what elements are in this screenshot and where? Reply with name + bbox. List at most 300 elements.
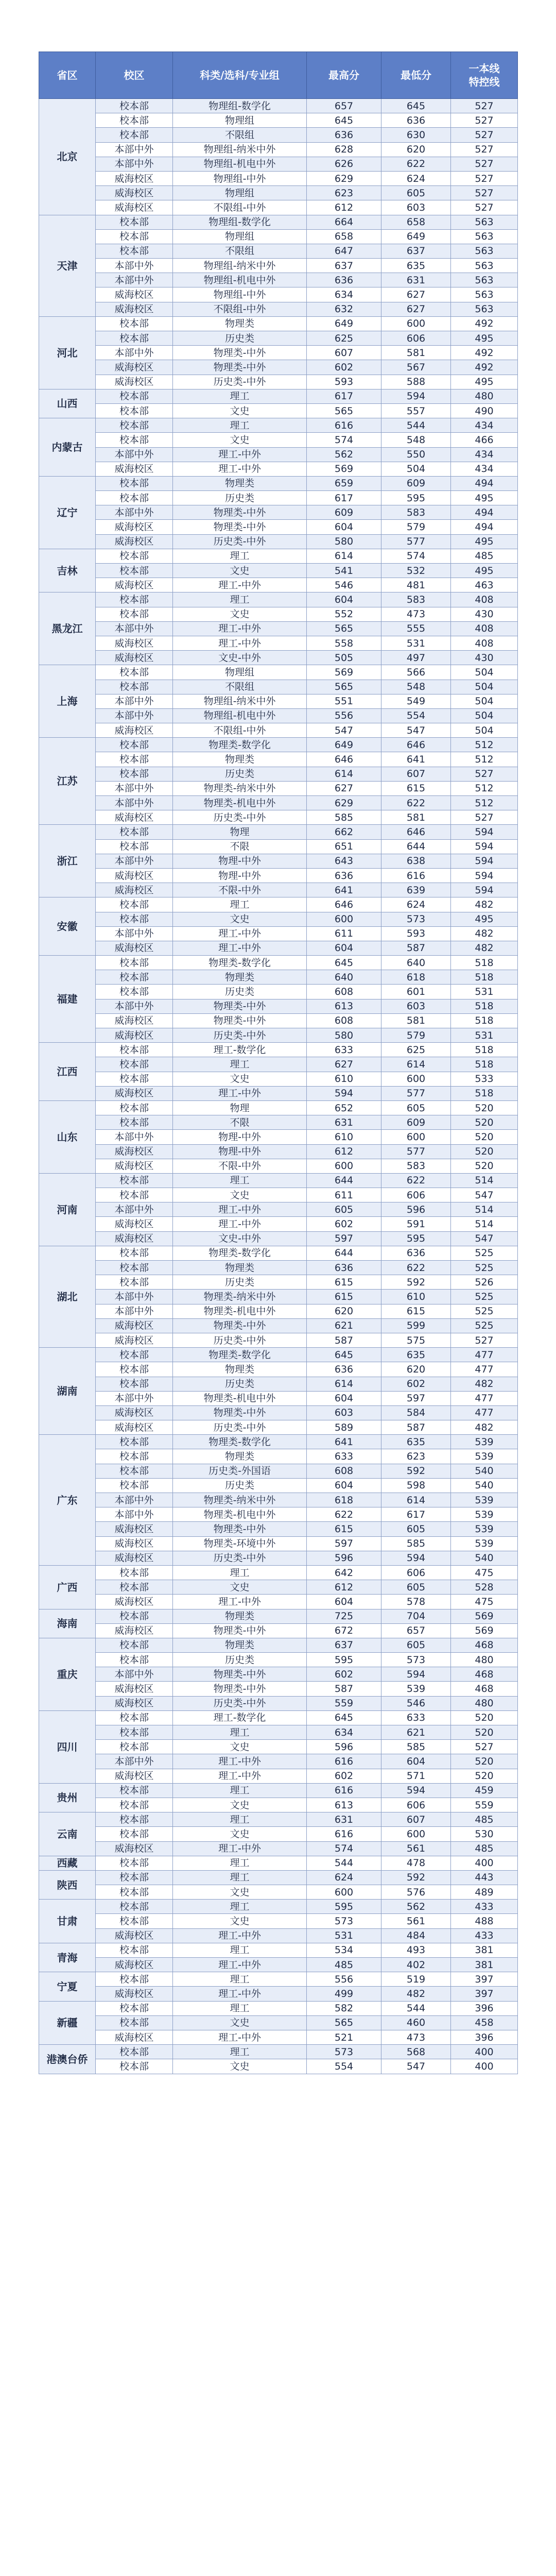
campus-cell: 威海校区 <box>96 287 173 302</box>
high-score-cell: 541 <box>307 564 381 578</box>
low-score-cell: 620 <box>381 1362 451 1377</box>
campus-cell: 本部中外 <box>96 142 173 157</box>
high-score-cell: 593 <box>307 375 381 389</box>
subject-cell: 文史-中外 <box>173 1231 307 1246</box>
low-score-cell: 635 <box>381 1435 451 1449</box>
table-body <box>39 99 518 2074</box>
campus-cell: 威海校区 <box>96 171 173 185</box>
high-score-cell: 604 <box>307 520 381 534</box>
campus-cell: 校本部 <box>96 1870 173 1885</box>
table-row <box>39 1072 518 1086</box>
campus-cell: 本部中外 <box>96 346 173 360</box>
control-line-cell: 488 <box>451 1914 518 1928</box>
low-score-cell: 645 <box>381 99 451 113</box>
control-line-cell: 494 <box>451 505 518 520</box>
subject-cell: 物理类-纳米中外 <box>173 781 307 795</box>
subject-cell: 物理类-机电中外 <box>173 796 307 810</box>
campus-cell: 校本部 <box>96 1812 173 1827</box>
low-score-cell: 605 <box>381 1580 451 1595</box>
subject-cell: 物理类-中外 <box>173 360 307 375</box>
subject-cell: 物理类 <box>173 752 307 767</box>
table-row <box>39 1682 518 1696</box>
low-score-cell: 627 <box>381 302 451 316</box>
table-row <box>39 491 518 505</box>
subject-cell: 理工 <box>173 1900 307 1914</box>
control-line-cell: 477 <box>451 1405 518 1420</box>
high-score-cell: 632 <box>307 302 381 316</box>
subject-cell: 理工 <box>173 1943 307 1957</box>
control-line-cell: 434 <box>451 462 518 476</box>
subject-cell: 文史 <box>173 1827 307 1841</box>
low-score-cell: 549 <box>381 694 451 708</box>
control-line-cell: 539 <box>451 1536 518 1551</box>
control-line-cell: 531 <box>451 985 518 999</box>
subject-cell: 历史类 <box>173 985 307 999</box>
high-score-cell: 646 <box>307 897 381 912</box>
campus-cell: 校本部 <box>96 1275 173 1290</box>
high-score-cell: 621 <box>307 1318 381 1333</box>
admission-score-table <box>39 52 518 2074</box>
high-score-cell: 615 <box>307 1275 381 1290</box>
table-row <box>39 1086 518 1100</box>
subject-cell: 历史类-中外 <box>173 375 307 389</box>
control-line-cell: 482 <box>451 1377 518 1391</box>
subject-cell: 理工-中外 <box>173 1595 307 1609</box>
subject-cell: 不限-中外 <box>173 1159 307 1173</box>
subject-cell: 物理组-中外 <box>173 171 307 185</box>
table-row <box>39 1188 518 1202</box>
campus-cell: 校本部 <box>96 1377 173 1391</box>
low-score-cell: 606 <box>381 1565 451 1580</box>
low-score-cell: 561 <box>381 1914 451 1928</box>
control-line-cell: 527 <box>451 810 518 825</box>
subject-cell: 理工-中外 <box>173 1987 307 2001</box>
campus-cell: 校本部 <box>96 2045 173 2059</box>
subject-cell: 历史类-中外 <box>173 1696 307 1710</box>
high-score-cell: 604 <box>307 1595 381 1609</box>
control-line-cell: 480 <box>451 389 518 403</box>
low-score-cell: 631 <box>381 273 451 287</box>
low-score-cell: 583 <box>381 505 451 520</box>
campus-cell: 威海校区 <box>96 1028 173 1043</box>
table-row <box>39 1043 518 1057</box>
campus-cell: 威海校区 <box>96 1013 173 1028</box>
low-score-cell: 544 <box>381 418 451 433</box>
high-score-cell: 624 <box>307 1870 381 1885</box>
low-score-cell: 603 <box>381 200 451 215</box>
high-score-cell: 596 <box>307 1551 381 1565</box>
subject-cell: 物理类 <box>173 1609 307 1623</box>
subject-cell: 理工-中外 <box>173 1928 307 1943</box>
control-line-cell: 527 <box>451 767 518 781</box>
low-score-cell: 635 <box>381 1348 451 1362</box>
subject-cell: 文史 <box>173 1072 307 1086</box>
low-score-cell: 544 <box>381 2001 451 2015</box>
low-score-cell: 595 <box>381 1231 451 1246</box>
table-row <box>39 1653 518 1667</box>
campus-cell: 本部中外 <box>96 157 173 171</box>
subject-cell: 理工-数学化 <box>173 1710 307 1725</box>
table-row <box>39 956 518 970</box>
control-line-cell: 520 <box>451 1130 518 1144</box>
table-row <box>39 1420 518 1435</box>
table-row <box>39 1696 518 1710</box>
low-score-cell: 519 <box>381 1972 451 1987</box>
control-line-cell: 443 <box>451 1870 518 1885</box>
province-cell: 新疆 <box>39 2001 96 2045</box>
control-line-cell: 504 <box>451 708 518 723</box>
control-line-cell: 490 <box>451 403 518 418</box>
low-score-cell: 620 <box>381 142 451 157</box>
subject-cell: 物理类-中外 <box>173 1405 307 1420</box>
table-row <box>39 781 518 795</box>
low-score-cell: 658 <box>381 215 451 229</box>
campus-cell: 威海校区 <box>96 520 173 534</box>
control-line-cell: 396 <box>451 2030 518 2044</box>
control-line-cell: 563 <box>451 287 518 302</box>
table-row <box>39 128 518 142</box>
control-line-cell: 495 <box>451 331 518 346</box>
control-line-cell: 518 <box>451 999 518 1013</box>
control-line-cell: 463 <box>451 578 518 592</box>
control-line-cell: 494 <box>451 476 518 490</box>
low-score-cell: 588 <box>381 375 451 389</box>
campus-cell: 威海校区 <box>96 1551 173 1565</box>
subject-cell: 不限组 <box>173 128 307 142</box>
campus-cell: 威海校区 <box>96 578 173 592</box>
table-row <box>39 316 518 331</box>
control-line-cell: 504 <box>451 694 518 708</box>
low-score-cell: 482 <box>381 1987 451 2001</box>
subject-cell: 物理组-纳米中外 <box>173 259 307 273</box>
low-score-cell: 630 <box>381 128 451 142</box>
table-row <box>39 1493 518 1507</box>
campus-cell: 威海校区 <box>96 186 173 200</box>
campus-cell: 校本部 <box>96 1710 173 1725</box>
table-row <box>39 1115 518 1130</box>
control-line-cell: 468 <box>451 1638 518 1652</box>
table-row <box>39 1290 518 1304</box>
low-score-cell: 577 <box>381 1086 451 1100</box>
control-line-cell: 527 <box>451 113 518 128</box>
campus-cell: 校本部 <box>96 985 173 999</box>
campus-cell: 校本部 <box>96 1057 173 1072</box>
low-score-cell: 646 <box>381 738 451 752</box>
table-row <box>39 1464 518 1478</box>
low-score-cell: 550 <box>381 447 451 462</box>
high-score-cell: 645 <box>307 956 381 970</box>
high-score-cell: 672 <box>307 1623 381 1638</box>
table-row <box>39 171 518 185</box>
control-line-cell: 396 <box>451 2001 518 2015</box>
subject-cell: 物理类-中外 <box>173 999 307 1013</box>
campus-cell: 校本部 <box>96 592 173 607</box>
province-cell: 北京 <box>39 99 96 215</box>
low-score-cell: 595 <box>381 491 451 505</box>
subject-cell: 理工 <box>173 897 307 912</box>
table-row <box>39 651 518 665</box>
control-line-cell: 477 <box>451 1362 518 1377</box>
subject-cell: 物理类-机电中外 <box>173 1507 307 1522</box>
table-row <box>39 99 518 113</box>
table-row <box>39 1623 518 1638</box>
header-high: 最高分 <box>307 52 381 99</box>
campus-cell: 校本部 <box>96 1653 173 1667</box>
high-score-cell: 573 <box>307 2045 381 2059</box>
high-score-cell: 614 <box>307 767 381 781</box>
campus-cell: 校本部 <box>96 418 173 433</box>
low-score-cell: 605 <box>381 1522 451 1536</box>
subject-cell: 物理类-数学化 <box>173 956 307 970</box>
high-score-cell: 602 <box>307 1769 381 1783</box>
province-cell: 天津 <box>39 215 96 316</box>
high-score-cell: 627 <box>307 781 381 795</box>
control-line-cell: 527 <box>451 128 518 142</box>
low-score-cell: 594 <box>381 389 451 403</box>
subject-cell: 物理类-环境中外 <box>173 1536 307 1551</box>
campus-cell: 校本部 <box>96 2015 173 2030</box>
table-row <box>39 1638 518 1652</box>
table-row <box>39 462 518 476</box>
subject-cell: 理工-数学化 <box>173 1043 307 1057</box>
subject-cell: 物理-中外 <box>173 1130 307 1144</box>
high-score-cell: 649 <box>307 738 381 752</box>
subject-cell: 理工 <box>173 592 307 607</box>
high-score-cell: 636 <box>307 868 381 883</box>
campus-cell: 校本部 <box>96 1798 173 1812</box>
campus-cell: 本部中外 <box>96 621 173 636</box>
low-score-cell: 585 <box>381 1536 451 1551</box>
subject-cell: 文史 <box>173 403 307 418</box>
subject-cell: 物理-中外 <box>173 1144 307 1159</box>
province-cell: 甘肃 <box>39 1900 96 1943</box>
control-line-cell: 539 <box>451 1493 518 1507</box>
high-score-cell: 647 <box>307 244 381 258</box>
subject-cell: 不限组-中外 <box>173 302 307 316</box>
low-score-cell: 621 <box>381 1725 451 1740</box>
subject-cell: 理工 <box>173 1725 307 1740</box>
campus-cell: 威海校区 <box>96 941 173 955</box>
table-row <box>39 1928 518 1943</box>
province-cell: 江西 <box>39 1043 96 1101</box>
low-score-cell: 583 <box>381 592 451 607</box>
campus-cell: 威海校区 <box>96 200 173 215</box>
subject-cell: 历史类 <box>173 331 307 346</box>
low-score-cell: 609 <box>381 476 451 490</box>
province-cell: 贵州 <box>39 1783 96 1812</box>
low-score-cell: 581 <box>381 346 451 360</box>
high-score-cell: 485 <box>307 1958 381 1972</box>
subject-cell: 理工 <box>173 1057 307 1072</box>
campus-cell: 校本部 <box>96 1856 173 1870</box>
high-score-cell: 534 <box>307 1943 381 1957</box>
high-score-cell: 602 <box>307 360 381 375</box>
high-score-cell: 556 <box>307 1972 381 1987</box>
subject-cell: 历史类-中外 <box>173 1028 307 1043</box>
control-line-cell: 530 <box>451 1827 518 1841</box>
campus-cell: 校本部 <box>96 1464 173 1478</box>
control-line-cell: 527 <box>451 186 518 200</box>
campus-cell: 本部中外 <box>96 1391 173 1405</box>
high-score-cell: 617 <box>307 491 381 505</box>
control-line-cell: 520 <box>451 1100 518 1115</box>
high-score-cell: 587 <box>307 1333 381 1347</box>
low-score-cell: 579 <box>381 520 451 534</box>
low-score-cell: 594 <box>381 1667 451 1682</box>
table-row <box>39 157 518 171</box>
low-score-cell: 576 <box>381 1885 451 1900</box>
subject-cell: 物理类-中外 <box>173 346 307 360</box>
high-score-cell: 565 <box>307 621 381 636</box>
campus-cell: 本部中外 <box>96 1493 173 1507</box>
high-score-cell: 600 <box>307 912 381 926</box>
table-row <box>39 1318 518 1333</box>
province-cell: 上海 <box>39 665 96 738</box>
subject-cell: 文史 <box>173 1798 307 1812</box>
control-line-cell: 531 <box>451 1028 518 1043</box>
campus-cell: 校本部 <box>96 2001 173 2015</box>
low-score-cell: 622 <box>381 796 451 810</box>
high-score-cell: 552 <box>307 607 381 621</box>
low-score-cell: 635 <box>381 259 451 273</box>
campus-cell: 校本部 <box>96 1362 173 1377</box>
high-score-cell: 662 <box>307 825 381 839</box>
high-score-cell: 612 <box>307 200 381 215</box>
low-score-cell: 402 <box>381 1958 451 1972</box>
campus-cell: 校本部 <box>96 1609 173 1623</box>
table-row <box>39 346 518 360</box>
low-score-cell: 532 <box>381 564 451 578</box>
high-score-cell: 631 <box>307 1115 381 1130</box>
high-score-cell: 626 <box>307 157 381 171</box>
subject-cell: 物理 <box>173 1100 307 1115</box>
table-row <box>39 331 518 346</box>
table-row <box>39 1536 518 1551</box>
high-score-cell: 631 <box>307 1812 381 1827</box>
low-score-cell: 600 <box>381 1072 451 1086</box>
high-score-cell: 604 <box>307 941 381 955</box>
table-row <box>39 897 518 912</box>
control-line-cell: 477 <box>451 1348 518 1362</box>
low-score-cell: 606 <box>381 1188 451 1202</box>
control-line-cell: 539 <box>451 1507 518 1522</box>
table-row <box>39 1449 518 1464</box>
campus-cell: 校本部 <box>96 680 173 694</box>
control-line-cell: 525 <box>451 1261 518 1275</box>
campus-cell: 本部中外 <box>96 999 173 1013</box>
low-score-cell: 577 <box>381 1144 451 1159</box>
low-score-cell: 593 <box>381 926 451 941</box>
table-row <box>39 636 518 650</box>
subject-cell: 物理组-机电中外 <box>173 273 307 287</box>
high-score-cell: 569 <box>307 462 381 476</box>
province-cell: 陕西 <box>39 1870 96 1899</box>
control-line-cell: 518 <box>451 970 518 985</box>
low-score-cell: 460 <box>381 2015 451 2030</box>
high-score-cell: 587 <box>307 1682 381 1696</box>
high-score-cell: 547 <box>307 723 381 738</box>
table-row <box>39 1856 518 1870</box>
high-score-cell: 615 <box>307 1290 381 1304</box>
control-line-cell: 527 <box>451 171 518 185</box>
control-line-cell: 485 <box>451 1841 518 1856</box>
table-row <box>39 403 518 418</box>
subject-cell: 理工 <box>173 1812 307 1827</box>
low-score-cell: 473 <box>381 607 451 621</box>
control-line-cell: 518 <box>451 1043 518 1057</box>
high-score-cell: 546 <box>307 578 381 592</box>
control-line-cell: 480 <box>451 1653 518 1667</box>
subject-cell: 理工-中外 <box>173 1754 307 1769</box>
table-row <box>39 433 518 447</box>
campus-cell: 威海校区 <box>96 360 173 375</box>
high-score-cell: 582 <box>307 2001 381 2015</box>
table-row <box>39 505 518 520</box>
control-line-cell: 485 <box>451 1812 518 1827</box>
high-score-cell: 629 <box>307 796 381 810</box>
control-line-cell: 526 <box>451 1275 518 1290</box>
control-line-cell: 466 <box>451 433 518 447</box>
high-score-cell: 614 <box>307 549 381 563</box>
subject-cell: 物理-中外 <box>173 854 307 868</box>
campus-cell: 校本部 <box>96 491 173 505</box>
control-line-cell: 397 <box>451 1987 518 2001</box>
subject-cell: 理工 <box>173 549 307 563</box>
control-line-cell: 381 <box>451 1943 518 1957</box>
high-score-cell: 594 <box>307 1086 381 1100</box>
high-score-cell: 602 <box>307 1667 381 1682</box>
campus-cell: 校本部 <box>96 1914 173 1928</box>
high-score-cell: 645 <box>307 113 381 128</box>
control-line-cell: 520 <box>451 1710 518 1725</box>
campus-cell: 威海校区 <box>96 1318 173 1333</box>
subject-cell: 理工 <box>173 1856 307 1870</box>
high-score-cell: 633 <box>307 1043 381 1057</box>
subject-cell: 物理类-数学化 <box>173 738 307 752</box>
campus-cell: 校本部 <box>96 1173 173 1188</box>
high-score-cell: 612 <box>307 1580 381 1595</box>
campus-cell: 校本部 <box>96 1188 173 1202</box>
high-score-cell: 605 <box>307 1202 381 1217</box>
province-cell: 内蒙古 <box>39 418 96 477</box>
low-score-cell: 633 <box>381 1710 451 1725</box>
high-score-cell: 600 <box>307 1885 381 1900</box>
low-score-cell: 605 <box>381 1638 451 1652</box>
table-row <box>39 2001 518 2015</box>
table-row <box>39 1987 518 2001</box>
high-score-cell: 580 <box>307 1028 381 1043</box>
table-row <box>39 1261 518 1275</box>
subject-cell: 文史-中外 <box>173 651 307 665</box>
high-score-cell: 551 <box>307 694 381 708</box>
control-line-cell: 594 <box>451 883 518 897</box>
control-line-cell: 408 <box>451 621 518 636</box>
low-score-cell: 641 <box>381 752 451 767</box>
low-score-cell: 603 <box>381 999 451 1013</box>
high-score-cell: 612 <box>307 1144 381 1159</box>
control-line-cell: 495 <box>451 534 518 549</box>
control-line-cell: 520 <box>451 1769 518 1783</box>
subject-cell: 文史 <box>173 1740 307 1754</box>
table-row <box>39 708 518 723</box>
province-cell: 辽宁 <box>39 476 96 549</box>
low-score-cell: 600 <box>381 1827 451 1841</box>
campus-cell: 威海校区 <box>96 1696 173 1710</box>
subject-cell: 物理类-中外 <box>173 1667 307 1682</box>
table-row <box>39 1551 518 1565</box>
subject-cell: 不限组-中外 <box>173 723 307 738</box>
control-line-cell: 482 <box>451 941 518 955</box>
